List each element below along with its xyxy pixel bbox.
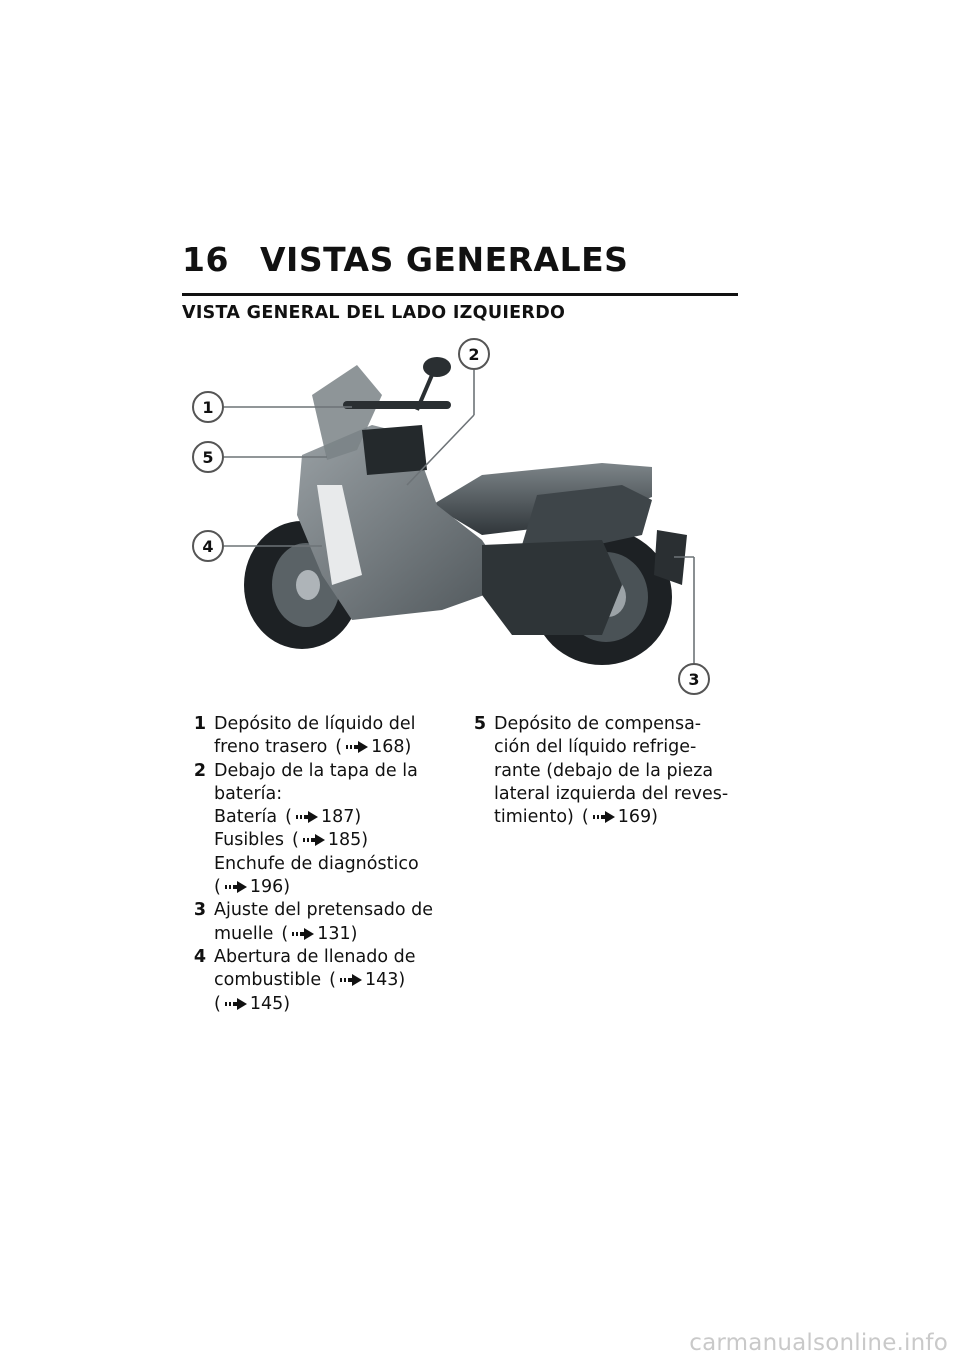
section-title: VISTA GENERAL DEL LADO IZQUIERDO [182, 303, 566, 323]
page-reference[interactable]: ( 145) [214, 993, 291, 1014]
item-text: freno trasero [214, 737, 328, 758]
item-text: Depósito de líquido del [214, 714, 416, 734]
legend-item-4 [182, 946, 432, 1016]
legend-item-3 [182, 899, 432, 946]
page-reference[interactable]: ( 169) [581, 807, 658, 828]
page-reference[interactable]: ( 131) [281, 923, 358, 944]
scooter-illustration [182, 335, 738, 700]
page-ref-arrow-icon [340, 974, 362, 986]
legend-item-1 [182, 713, 432, 760]
page-ref-arrow-icon [225, 998, 247, 1010]
item-number: 2 [193, 760, 206, 781]
item-text: Ajuste del pretensado de [214, 900, 434, 921]
page-reference[interactable]: ( 168) [335, 737, 412, 758]
page-ref-arrow-icon [346, 741, 368, 753]
page-reference[interactable]: ( 185) [292, 830, 369, 851]
sub-item-text: Batería [214, 807, 278, 828]
legend-item-2 [182, 760, 432, 900]
callout-1 [193, 392, 223, 422]
sub-item-text: Fusibles [214, 830, 285, 851]
page-ref-arrow-icon [296, 811, 318, 823]
item-text: combustible [214, 970, 322, 991]
header-rule [182, 293, 738, 296]
svg-text:1: 1 [202, 398, 214, 417]
item-number: 3 [193, 900, 206, 921]
sub-item-text: Enchufe de diagnóstico [214, 853, 419, 874]
item-text: muelle [214, 923, 274, 944]
item-text: Debajo de la tapa de la [214, 760, 418, 781]
item-number: 4 [193, 946, 206, 967]
item-text: Depósito de compensa- [494, 714, 702, 734]
item-number: 5 [473, 714, 486, 734]
page-reference[interactable]: ( 143) [329, 970, 406, 991]
svg-text:5: 5 [202, 448, 214, 467]
page-reference[interactable]: ( 196) [214, 877, 291, 898]
page-ref-arrow-icon [292, 928, 314, 940]
chapter-title: VISTAS GENERALES [260, 240, 629, 279]
page-ref-arrow-icon [303, 834, 325, 846]
svg-text:4: 4 [202, 537, 214, 556]
legend-item-5 [462, 713, 729, 829]
callout-4 [193, 531, 223, 561]
item-text: timiento) [494, 807, 574, 828]
item-text: lateral izquierda del reves- [494, 783, 729, 804]
watermark-footer: carmanualsonline.info [689, 1330, 948, 1356]
page-number: 16 [182, 240, 229, 279]
motorcycle-figure [182, 335, 738, 700]
legend-left-column [182, 713, 432, 1016]
page-ref-arrow-icon [593, 811, 615, 823]
item-text: batería: [214, 783, 283, 804]
callout-2 [459, 339, 489, 369]
callout-3 [679, 664, 709, 694]
item-text: Abertura de llenado de [214, 946, 416, 967]
item-text: rante (debajo de la pieza [494, 760, 714, 781]
page-reference[interactable]: ( 187) [285, 807, 362, 828]
page-header [182, 240, 738, 279]
page-ref-arrow-icon [225, 881, 247, 893]
item-text: ción del líquido refrige- [494, 737, 697, 758]
svg-text:2: 2 [468, 345, 480, 364]
legend-right-column [462, 713, 729, 829]
item-number: 1 [193, 714, 206, 734]
svg-text:3: 3 [688, 670, 700, 689]
callout-5 [193, 442, 223, 472]
